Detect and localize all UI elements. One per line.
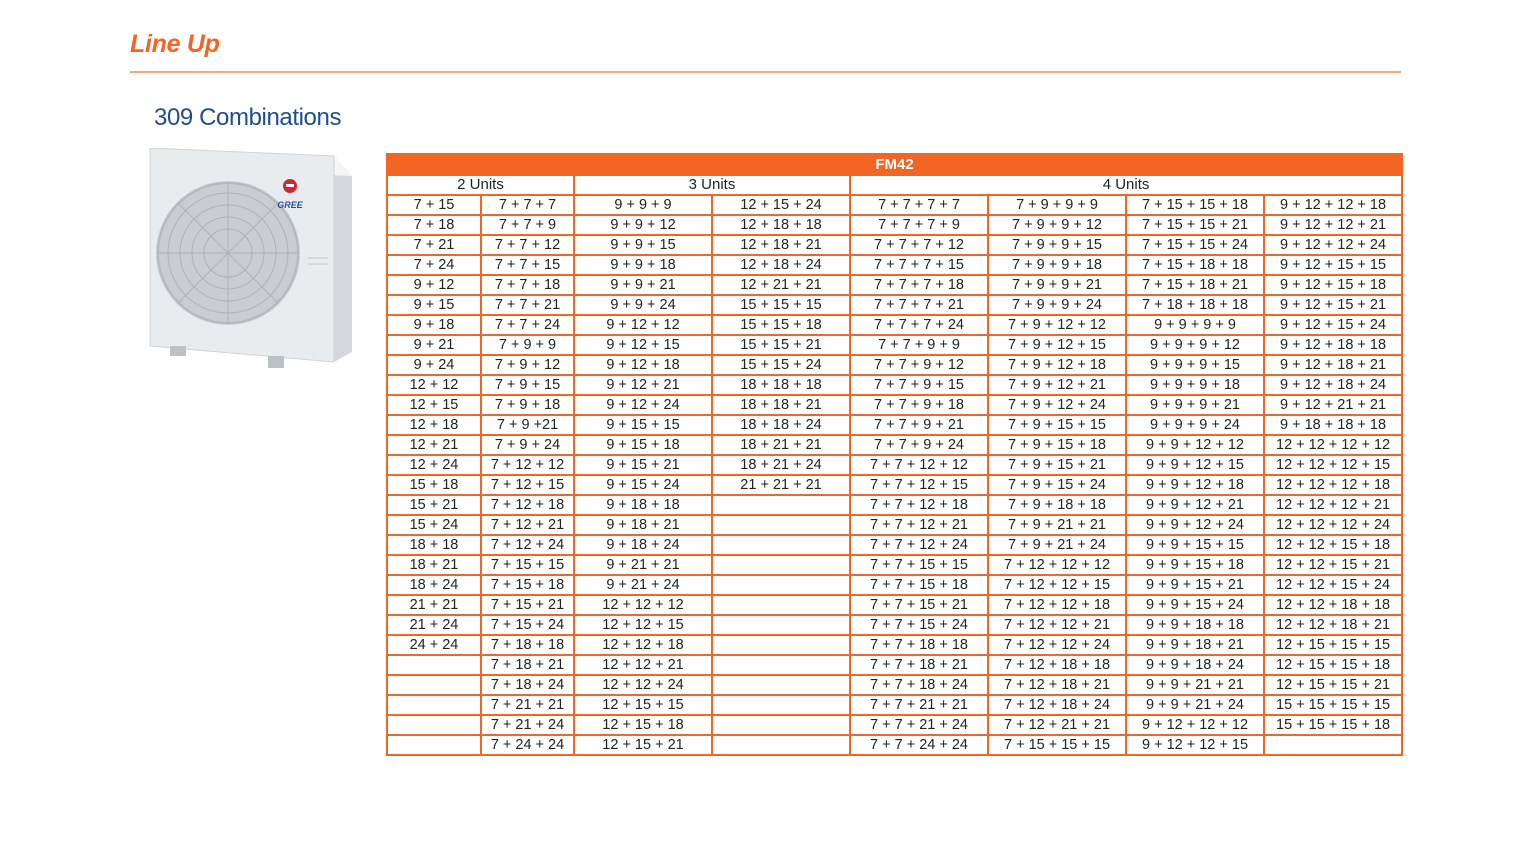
table-cell [387, 735, 481, 755]
table-cell [387, 675, 481, 695]
table-cell: 7 + 9 + 12 + 18 [988, 355, 1126, 375]
table-cell: 7 + 7 + 24 [481, 315, 574, 335]
table-cell: 12 + 15 [387, 395, 481, 415]
table-cell: 12 + 12 + 18 [574, 635, 712, 655]
table-cell: 9 + 9 + 9 [574, 195, 712, 215]
table-cell: 7 + 9 + 9 [481, 335, 574, 355]
table-cell: 21 + 21 + 21 [712, 475, 850, 495]
table-cell: 7 + 7 + 7 + 18 [850, 275, 988, 295]
table-cell: 9 + 9 + 9 + 12 [1126, 335, 1264, 355]
table-row [387, 275, 1402, 295]
table-cell: 15 + 18 [387, 475, 481, 495]
table-cell: 9 + 12 + 15 + 24 [1264, 315, 1402, 335]
table-cell: 9 + 9 + 21 + 24 [1126, 695, 1264, 715]
table-cell: 7 + 9 + 12 + 21 [988, 375, 1126, 395]
table-cell: 7 + 9 + 15 + 24 [988, 475, 1126, 495]
table-cell: 9 + 12 + 18 + 24 [1264, 375, 1402, 395]
table-cell: 7 + 7 + 15 + 18 [850, 575, 988, 595]
table-cell: 7 + 7 + 15 + 24 [850, 615, 988, 635]
table-cell: 7 + 7 + 9 [481, 215, 574, 235]
table-cell: 9 + 18 + 18 + 18 [1264, 415, 1402, 435]
table-cell: 7 + 7 + 18 [481, 275, 574, 295]
table-cell: 15 + 15 + 24 [712, 355, 850, 375]
table-row [387, 255, 1402, 275]
table-cell: 18 + 24 [387, 575, 481, 595]
table-cell: 7 + 9 + 21 + 21 [988, 515, 1126, 535]
table-cell: 7 + 12 + 12 + 21 [988, 615, 1126, 635]
table-cell: 12 + 21 [387, 435, 481, 455]
table-row [387, 495, 1402, 515]
table-cell: 7 + 12 + 12 + 12 [988, 555, 1126, 575]
table-cell [712, 675, 850, 695]
table-cell: 7 + 15 + 21 [481, 595, 574, 615]
table-cell: 12 + 21 + 21 [712, 275, 850, 295]
table-cell: 9 + 15 + 18 [574, 435, 712, 455]
table-cell: 12 + 12 + 12 + 24 [1264, 515, 1402, 535]
table-cell: 7 + 7 + 9 + 18 [850, 395, 988, 415]
table-cell: 12 + 15 + 24 [712, 195, 850, 215]
table-cell: 7 + 7 + 21 + 21 [850, 695, 988, 715]
table-cell: 18 + 18 + 18 [712, 375, 850, 395]
table-cell: 7 + 15 + 15 + 24 [1126, 235, 1264, 255]
table-row [387, 335, 1402, 355]
table-cell: 9 + 9 + 9 + 24 [1126, 415, 1264, 435]
table-cell [712, 735, 850, 755]
table-row [387, 235, 1402, 255]
table-cell: 7 + 7 + 7 + 21 [850, 295, 988, 315]
table-cell: 7 + 15 + 24 [481, 615, 574, 635]
table-cell: 9 + 9 + 9 + 15 [1126, 355, 1264, 375]
table-cell: 12 + 12 + 12 + 12 [1264, 435, 1402, 455]
combinations-subtitle: 309 Combinations [154, 104, 342, 131]
table-row [387, 595, 1402, 615]
table-cell: 7 + 9 + 12 + 12 [988, 315, 1126, 335]
table-cell [712, 715, 850, 735]
table-cell: 7 + 12 + 24 [481, 535, 574, 555]
table-row [387, 675, 1402, 695]
table-cell: 9 + 12 [387, 275, 481, 295]
table-cell: 18 + 18 + 24 [712, 415, 850, 435]
table-cell: 7 + 12 + 12 + 24 [988, 635, 1126, 655]
table-cell: 7 + 24 + 24 [481, 735, 574, 755]
table-cell: 9 + 9 + 12 + 21 [1126, 495, 1264, 515]
table-cell: 7 + 12 + 21 [481, 515, 574, 535]
page-heading: Line Up [130, 30, 220, 58]
table-cell: 18 + 21 [387, 555, 481, 575]
table-cell: 12 + 15 + 15 + 18 [1264, 655, 1402, 675]
table-cell: 15 + 15 + 18 [712, 315, 850, 335]
table-cell [712, 495, 850, 515]
table-cell: 7 + 9 + 12 [481, 355, 574, 375]
table-cell: 7 + 7 + 21 [481, 295, 574, 315]
table-cell: 18 + 21 + 24 [712, 455, 850, 475]
table-cell: 7 + 9 + 15 + 15 [988, 415, 1126, 435]
table-cell: 9 + 18 + 18 [574, 495, 712, 515]
table-cell: 12 + 12 + 24 [574, 675, 712, 695]
table-cell: 9 + 12 + 24 [574, 395, 712, 415]
table-cell: 12 + 18 + 21 [712, 235, 850, 255]
table-cell: 15 + 15 + 15 [712, 295, 850, 315]
table-cell: 12 + 18 [387, 415, 481, 435]
table-cell: 7 + 7 + 7 [481, 195, 574, 215]
table-cell: 12 + 12 + 21 [574, 655, 712, 675]
table-cell [712, 515, 850, 535]
table-cell: 15 + 15 + 15 + 18 [1264, 715, 1402, 735]
table-cell [712, 555, 850, 575]
table-cell: 7 + 9 + 15 + 21 [988, 455, 1126, 475]
table-cell: 7 + 7 + 12 + 24 [850, 535, 988, 555]
table-cell: 7 + 9 + 9 + 15 [988, 235, 1126, 255]
table-cell: 7 + 9 + 18 + 18 [988, 495, 1126, 515]
table-cell: 9 + 9 + 21 + 21 [1126, 675, 1264, 695]
table-cell: 7 + 7 + 15 + 15 [850, 555, 988, 575]
table-cell: 9 + 15 + 21 [574, 455, 712, 475]
table-cell: 12 + 12 + 12 + 18 [1264, 475, 1402, 495]
table-cell: 9 + 12 + 12 + 24 [1264, 235, 1402, 255]
table-cell: 9 + 21 + 24 [574, 575, 712, 595]
table-cell: 12 + 18 + 24 [712, 255, 850, 275]
combinations-body [387, 195, 1402, 755]
table-cell [1264, 735, 1402, 755]
table-cell: 9 + 12 + 18 + 18 [1264, 335, 1402, 355]
combinations-table [386, 153, 1403, 756]
table-cell: 9 + 9 + 24 [574, 295, 712, 315]
table-row [387, 655, 1402, 675]
table-cell: 9 + 12 + 15 + 18 [1264, 275, 1402, 295]
brand-label: GREE [277, 200, 303, 210]
table-row [387, 215, 1402, 235]
table-cell: 15 + 15 + 21 [712, 335, 850, 355]
table-cell: 7 + 9 + 15 [481, 375, 574, 395]
table-cell: 9 + 18 [387, 315, 481, 335]
group-header-4-units: 4 Units [850, 175, 1402, 195]
table-cell: 7 + 12 + 12 + 15 [988, 575, 1126, 595]
table-cell: 7 + 7 + 24 + 24 [850, 735, 988, 755]
table-cell: 18 + 18 [387, 535, 481, 555]
table-cell: 9 + 12 + 21 [574, 375, 712, 395]
table-cell: 9 + 9 + 18 + 18 [1126, 615, 1264, 635]
table-cell: 7 + 7 + 7 + 12 [850, 235, 988, 255]
table-cell: 7 + 7 + 12 + 15 [850, 475, 988, 495]
table-cell: 7 + 18 + 18 [481, 635, 574, 655]
table-cell: 7 + 7 + 9 + 12 [850, 355, 988, 375]
table-cell: 9 + 18 + 21 [574, 515, 712, 535]
table-row [387, 575, 1402, 595]
table-cell: 7 + 9 + 9 + 24 [988, 295, 1126, 315]
table-cell: 7 + 7 + 9 + 21 [850, 415, 988, 435]
table-cell: 9 + 9 + 12 + 18 [1126, 475, 1264, 495]
table-cell: 7 + 21 + 21 [481, 695, 574, 715]
table-row [387, 295, 1402, 315]
table-cell: 7 + 9 +21 [481, 415, 574, 435]
table-cell: 9 + 15 [387, 295, 481, 315]
table-cell: 9 + 12 + 12 [574, 315, 712, 335]
table-cell: 9 + 9 + 15 + 21 [1126, 575, 1264, 595]
table-cell: 9 + 12 + 12 + 18 [1264, 195, 1402, 215]
table-cell: 9 + 9 + 12 + 12 [1126, 435, 1264, 455]
table-cell: 9 + 24 [387, 355, 481, 375]
table-cell: 12 + 12 + 15 [574, 615, 712, 635]
model-header: FM42 [387, 154, 1402, 175]
table-cell: 12 + 12 [387, 375, 481, 395]
table-cell [712, 595, 850, 615]
table-row [387, 635, 1402, 655]
table-cell: 9 + 9 + 12 + 24 [1126, 515, 1264, 535]
table-cell: 7 + 7 + 9 + 15 [850, 375, 988, 395]
table-row [387, 375, 1402, 395]
table-row [387, 195, 1402, 215]
group-header-2-units: 2 Units [387, 175, 574, 195]
table-cell: 9 + 9 + 15 [574, 235, 712, 255]
table-row [387, 315, 1402, 335]
table-cell: 7 + 15 + 18 + 21 [1126, 275, 1264, 295]
table-cell: 12 + 12 + 12 + 15 [1264, 455, 1402, 475]
table-cell: 9 + 9 + 15 + 15 [1126, 535, 1264, 555]
table-cell [387, 715, 481, 735]
table-cell: 7 + 15 + 15 [481, 555, 574, 575]
table-row [387, 395, 1402, 415]
table-cell: 7 + 7 + 18 + 21 [850, 655, 988, 675]
table-row [387, 735, 1402, 755]
table-cell: 7 + 12 + 12 + 18 [988, 595, 1126, 615]
table-row [387, 355, 1402, 375]
table-row [387, 715, 1402, 735]
table-cell: 7 + 7 + 12 + 12 [850, 455, 988, 475]
table-cell: 7 + 9 + 9 + 21 [988, 275, 1126, 295]
table-cell [712, 575, 850, 595]
table-cell: 9 + 9 + 18 + 24 [1126, 655, 1264, 675]
table-cell: 24 + 24 [387, 635, 481, 655]
table-row [387, 695, 1402, 715]
table-cell: 9 + 9 + 9 + 9 [1126, 315, 1264, 335]
table-cell: 7 + 15 [387, 195, 481, 215]
table-cell: 18 + 18 + 21 [712, 395, 850, 415]
table-cell: 7 + 7 + 7 + 24 [850, 315, 988, 335]
table-cell: 7 + 18 [387, 215, 481, 235]
table-cell: 7 + 7 + 12 + 18 [850, 495, 988, 515]
table-cell: 21 + 21 [387, 595, 481, 615]
table-cell: 12 + 24 [387, 455, 481, 475]
table-cell: 7 + 9 + 12 + 24 [988, 395, 1126, 415]
table-cell: 7 + 7 + 12 + 21 [850, 515, 988, 535]
table-cell: 7 + 9 + 9 + 18 [988, 255, 1126, 275]
table-cell: 7 + 9 + 15 + 18 [988, 435, 1126, 455]
table-row [387, 615, 1402, 635]
table-cell: 7 + 7 + 9 + 24 [850, 435, 988, 455]
table-cell: 7 + 9 + 21 + 24 [988, 535, 1126, 555]
table-cell: 9 + 12 + 12 + 15 [1126, 735, 1264, 755]
table-cell [712, 535, 850, 555]
table-cell: 7 + 7 + 9 + 9 [850, 335, 988, 355]
table-cell: 7 + 24 [387, 255, 481, 275]
outdoor-unit-image [148, 148, 354, 378]
group-header-3-units: 3 Units [574, 175, 850, 195]
table-cell: 12 + 12 + 15 + 18 [1264, 535, 1402, 555]
table-cell [712, 655, 850, 675]
table-cell: 7 + 9 + 18 [481, 395, 574, 415]
table-cell: 7 + 21 + 24 [481, 715, 574, 735]
table-cell: 12 + 15 + 15 + 15 [1264, 635, 1402, 655]
table-cell: 9 + 15 + 15 [574, 415, 712, 435]
table-cell: 7 + 9 + 9 + 9 [988, 195, 1126, 215]
table-cell: 7 + 12 + 18 + 24 [988, 695, 1126, 715]
table-cell: 15 + 15 + 15 + 15 [1264, 695, 1402, 715]
table-cell: 7 + 15 + 15 + 21 [1126, 215, 1264, 235]
table-cell: 12 + 12 + 18 + 21 [1264, 615, 1402, 635]
table-cell: 12 + 15 + 15 [574, 695, 712, 715]
table-cell: 9 + 9 + 18 + 21 [1126, 635, 1264, 655]
table-cell: 12 + 15 + 15 + 21 [1264, 675, 1402, 695]
table-cell: 21 + 24 [387, 615, 481, 635]
table-cell: 9 + 12 + 21 + 21 [1264, 395, 1402, 415]
table-cell: 7 + 15 + 15 + 15 [988, 735, 1126, 755]
table-cell: 9 + 15 + 24 [574, 475, 712, 495]
table-cell: 12 + 12 + 15 + 24 [1264, 575, 1402, 595]
table-cell: 18 + 21 + 21 [712, 435, 850, 455]
table-cell: 9 + 12 + 18 [574, 355, 712, 375]
table-cell: 9 + 9 + 9 + 18 [1126, 375, 1264, 395]
table-cell: 9 + 12 + 15 + 15 [1264, 255, 1402, 275]
table-row [387, 415, 1402, 435]
table-cell: 9 + 12 + 15 + 21 [1264, 295, 1402, 315]
table-cell: 9 + 9 + 12 + 15 [1126, 455, 1264, 475]
table-cell: 7 + 7 + 21 + 24 [850, 715, 988, 735]
table-cell: 7 + 7 + 15 + 21 [850, 595, 988, 615]
table-cell: 7 + 12 + 18 + 18 [988, 655, 1126, 675]
table-cell: 7 + 9 + 12 + 15 [988, 335, 1126, 355]
table-cell: 12 + 18 + 18 [712, 215, 850, 235]
table-cell: 7 + 15 + 18 [481, 575, 574, 595]
table-cell: 15 + 24 [387, 515, 481, 535]
table-cell: 9 + 9 + 9 + 21 [1126, 395, 1264, 415]
table-cell: 7 + 12 + 12 [481, 455, 574, 475]
table-row [387, 555, 1402, 575]
table-row [387, 535, 1402, 555]
table-row [387, 455, 1402, 475]
table-cell: 7 + 12 + 18 [481, 495, 574, 515]
table-row [387, 515, 1402, 535]
table-cell: 7 + 7 + 7 + 15 [850, 255, 988, 275]
table-cell [387, 655, 481, 675]
table-cell: 9 + 12 + 18 + 21 [1264, 355, 1402, 375]
table-cell: 12 + 12 + 12 + 21 [1264, 495, 1402, 515]
table-cell: 7 + 21 [387, 235, 481, 255]
table-cell: 9 + 9 + 15 + 18 [1126, 555, 1264, 575]
table-cell: 12 + 12 + 15 + 21 [1264, 555, 1402, 575]
table-cell: 7 + 12 + 18 + 21 [988, 675, 1126, 695]
table-cell: 9 + 9 + 12 [574, 215, 712, 235]
table-cell: 12 + 15 + 18 [574, 715, 712, 735]
table-row [387, 475, 1402, 495]
table-cell: 12 + 12 + 18 + 18 [1264, 595, 1402, 615]
table-cell: 9 + 12 + 12 + 21 [1264, 215, 1402, 235]
table-cell: 12 + 15 + 21 [574, 735, 712, 755]
table-cell: 9 + 21 [387, 335, 481, 355]
table-cell: 15 + 21 [387, 495, 481, 515]
table-cell: 7 + 9 + 24 [481, 435, 574, 455]
table-cell: 9 + 18 + 24 [574, 535, 712, 555]
table-cell: 7 + 7 + 15 [481, 255, 574, 275]
table-cell: 7 + 7 + 12 [481, 235, 574, 255]
table-cell: 7 + 12 + 21 + 21 [988, 715, 1126, 735]
table-cell: 7 + 15 + 18 + 18 [1126, 255, 1264, 275]
table-cell [712, 635, 850, 655]
table-cell [387, 695, 481, 715]
table-cell: 9 + 12 + 15 [574, 335, 712, 355]
table-cell: 7 + 7 + 7 + 7 [850, 195, 988, 215]
table-cell: 12 + 12 + 12 [574, 595, 712, 615]
table-cell: 9 + 21 + 21 [574, 555, 712, 575]
table-cell: 7 + 18 + 18 + 18 [1126, 295, 1264, 315]
table-cell: 9 + 9 + 21 [574, 275, 712, 295]
table-cell: 7 + 15 + 15 + 18 [1126, 195, 1264, 215]
table-cell: 7 + 7 + 18 + 18 [850, 635, 988, 655]
table-row [387, 435, 1402, 455]
table-cell: 7 + 18 + 24 [481, 675, 574, 695]
table-cell: 9 + 9 + 15 + 24 [1126, 595, 1264, 615]
table-cell: 7 + 7 + 18 + 24 [850, 675, 988, 695]
table-cell: 7 + 18 + 21 [481, 655, 574, 675]
heading-divider [130, 71, 1401, 73]
table-cell: 7 + 7 + 7 + 9 [850, 215, 988, 235]
table-cell [712, 695, 850, 715]
table-cell [712, 615, 850, 635]
table-cell: 9 + 12 + 12 + 12 [1126, 715, 1264, 735]
table-cell: 7 + 9 + 9 + 12 [988, 215, 1126, 235]
table-cell: 9 + 9 + 18 [574, 255, 712, 275]
table-cell: 7 + 12 + 15 [481, 475, 574, 495]
